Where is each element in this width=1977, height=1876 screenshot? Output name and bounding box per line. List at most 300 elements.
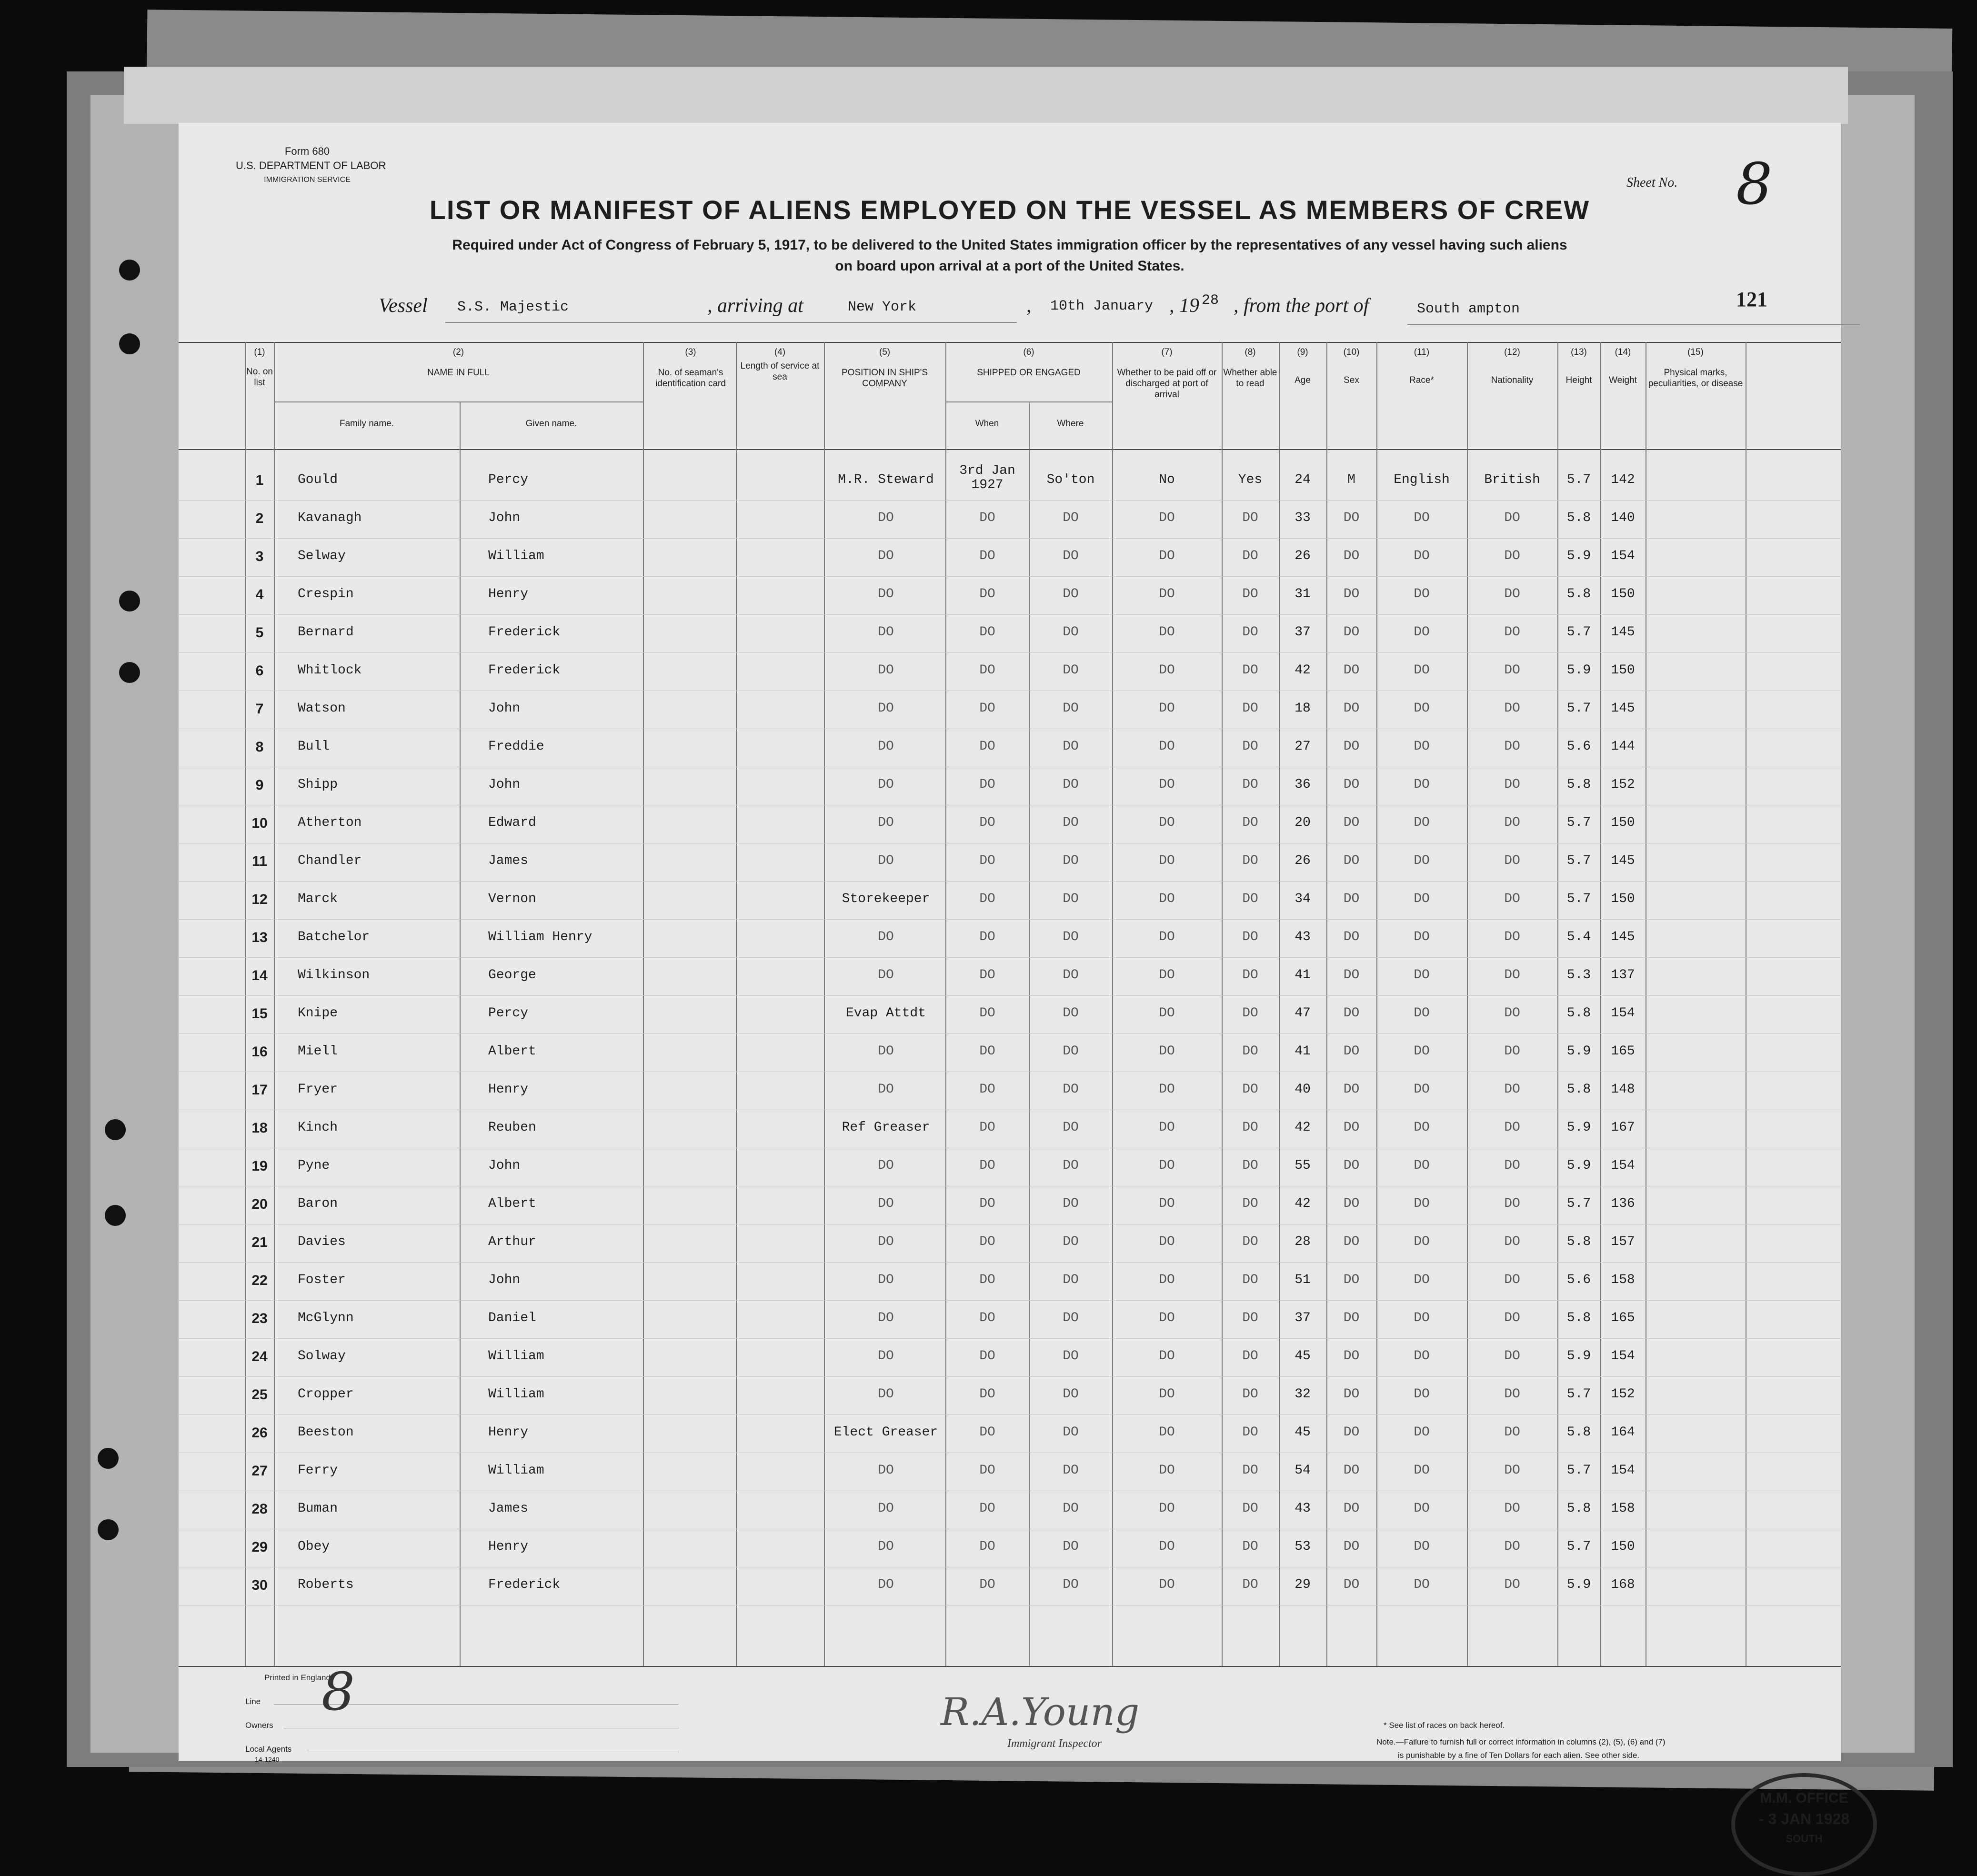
shipped-when: DO — [979, 1501, 995, 1516]
nationality: DO — [1504, 853, 1520, 868]
paid-off: DO — [1159, 892, 1175, 906]
able-to-read: DO — [1242, 1120, 1258, 1135]
able-to-read: DO — [1242, 625, 1258, 640]
nationality: DO — [1504, 930, 1520, 944]
race: DO — [1414, 1501, 1430, 1516]
weight: 150 — [1611, 1539, 1635, 1554]
weight: 154 — [1611, 549, 1635, 563]
col-header-read: Whether able to read — [1223, 368, 1277, 389]
able-to-read: DO — [1242, 815, 1258, 830]
given-name: Daniel — [488, 1311, 536, 1325]
race: DO — [1414, 1311, 1430, 1325]
age: 34 — [1295, 892, 1311, 906]
age: 42 — [1295, 663, 1311, 678]
position: DO — [878, 511, 894, 525]
able-to-read: DO — [1242, 1387, 1258, 1402]
able-to-read: DO — [1242, 1273, 1258, 1287]
paid-off: DO — [1159, 1120, 1175, 1135]
nationality: DO — [1504, 1463, 1520, 1478]
owners-label: Owners — [245, 1721, 273, 1730]
family-name: Solway — [298, 1349, 346, 1364]
nationality: DO — [1504, 1044, 1520, 1059]
shipped-when: DO — [979, 1006, 995, 1021]
race: DO — [1414, 777, 1430, 792]
background-page-top — [124, 67, 1848, 124]
height: 5.9 — [1566, 1044, 1591, 1059]
family-name: Whitlock — [298, 663, 362, 678]
nationality: DO — [1504, 1120, 1520, 1135]
race: DO — [1414, 1349, 1430, 1364]
shipped-when: DO — [979, 1158, 995, 1173]
sex: DO — [1343, 892, 1360, 906]
nationality: DO — [1504, 701, 1520, 716]
row-number: 20 — [251, 1196, 268, 1212]
col-num-7: (7) — [1161, 347, 1173, 357]
shipped-where: DO — [1063, 1539, 1079, 1554]
shipped-when: DO — [979, 587, 995, 602]
binder-hole — [119, 591, 140, 612]
col-header-race: Race* — [1409, 375, 1434, 385]
able-to-read: DO — [1242, 1425, 1258, 1440]
shipped-when: DO — [979, 1577, 995, 1592]
shipped-where: DO — [1063, 1577, 1079, 1592]
service: IMMIGRATION SERVICE — [264, 176, 351, 184]
shipped-when: DO — [979, 1196, 995, 1211]
given-name: William — [488, 1349, 544, 1364]
row-number: 21 — [251, 1234, 268, 1250]
shipped-where: DO — [1063, 663, 1079, 678]
row-number: 17 — [251, 1082, 268, 1098]
race: DO — [1414, 1577, 1430, 1592]
given-name: Percy — [488, 1006, 529, 1021]
binder-hole — [105, 1205, 126, 1226]
able-to-read: DO — [1242, 1577, 1258, 1592]
sex: DO — [1343, 1425, 1360, 1440]
sex: DO — [1343, 701, 1360, 716]
paid-off: DO — [1159, 1387, 1175, 1402]
form-header — [236, 144, 386, 187]
row-number: 3 — [255, 549, 264, 564]
family-name: Fryer — [298, 1082, 338, 1097]
paid-off: DO — [1159, 1539, 1175, 1554]
col-header-where: Where — [1057, 419, 1084, 429]
race: DO — [1414, 1387, 1430, 1402]
arriving-label: , arriving at — [707, 295, 803, 317]
col-num-8: (8) — [1244, 347, 1256, 357]
page-number: 121 — [1736, 288, 1767, 311]
row-number: 6 — [255, 663, 264, 679]
race: DO — [1414, 930, 1430, 944]
from-port-label: , from the port of — [1234, 295, 1369, 317]
family-name: Atherton — [298, 815, 362, 830]
able-to-read: DO — [1242, 739, 1258, 754]
row-number: 1 — [255, 472, 264, 488]
weight: 150 — [1611, 587, 1635, 602]
given-name: John — [488, 701, 521, 716]
position: DO — [878, 1577, 894, 1592]
family-name: Kavanagh — [298, 511, 362, 525]
height: 5.7 — [1566, 815, 1591, 830]
sex: DO — [1343, 1463, 1360, 1478]
nationality: British — [1484, 472, 1540, 487]
arrival-year: 28 — [1202, 292, 1219, 309]
subtitle-line-1: Required under Act of Congress of February 5, 1917, to be delivered to the United States immigration officer by the representatives of any vessel having such aliens — [452, 237, 1567, 253]
vessel-label: Vessel — [379, 295, 428, 317]
col-header-height: Height — [1566, 375, 1592, 385]
shipped-where: DO — [1063, 1234, 1079, 1249]
shipped-where: DO — [1063, 777, 1079, 792]
row-number: 5 — [255, 625, 264, 641]
nationality: DO — [1504, 968, 1520, 983]
height: 5.9 — [1566, 1349, 1591, 1364]
able-to-read: DO — [1242, 1311, 1258, 1325]
shipped-when: DO — [979, 1311, 995, 1325]
height: 5.6 — [1566, 1273, 1591, 1287]
shipped-where: DO — [1063, 1387, 1079, 1402]
shipped-when: DO — [979, 815, 995, 830]
weight: 158 — [1611, 1273, 1635, 1287]
nationality: DO — [1504, 663, 1520, 678]
sex: DO — [1343, 1044, 1360, 1059]
shipped-where: DO — [1063, 968, 1079, 983]
given-name: John — [488, 1273, 521, 1287]
local-agents-label: Local Agents — [245, 1745, 292, 1754]
sex: DO — [1343, 1196, 1360, 1211]
age: 47 — [1295, 1006, 1311, 1021]
position: DO — [878, 853, 894, 868]
nationality: DO — [1504, 587, 1520, 602]
position: DO — [878, 1349, 894, 1364]
row-number: 19 — [251, 1158, 268, 1174]
shipped-where: DO — [1063, 1311, 1079, 1325]
family-name: Shipp — [298, 777, 338, 792]
col-num-4: (4) — [774, 347, 786, 357]
shipped-when: DO — [979, 1425, 995, 1440]
race: DO — [1414, 1463, 1430, 1478]
row-number: 27 — [251, 1463, 268, 1479]
paid-off: DO — [1159, 1196, 1175, 1211]
binder-hole — [119, 260, 140, 281]
height: 5.8 — [1566, 587, 1591, 602]
height: 5.8 — [1566, 1501, 1591, 1516]
race: DO — [1414, 1120, 1430, 1135]
sex: DO — [1343, 1234, 1360, 1249]
row-number: 8 — [255, 739, 264, 755]
paid-off: DO — [1159, 1463, 1175, 1478]
age: 41 — [1295, 1044, 1311, 1059]
page-title: LIST OR MANIFEST OF ALIENS EMPLOYED ON THE VESSEL AS MEMBERS OF CREW — [429, 195, 1590, 225]
col-num-6: (6) — [1023, 347, 1034, 357]
position: DO — [878, 1273, 894, 1287]
weight: 154 — [1611, 1463, 1635, 1478]
paid-off: DO — [1159, 815, 1175, 830]
shipped-when: DO — [979, 739, 995, 754]
binder-hole — [98, 1519, 119, 1540]
given-name: George — [488, 968, 536, 983]
stamp-top: M.M. OFFICE — [1760, 1790, 1848, 1806]
note-penalty-1: Note.—Failure to furnish full or correct information in columns (2), (5), (6) and (7) — [1376, 1737, 1666, 1746]
row-number: 28 — [251, 1501, 268, 1517]
able-to-read: DO — [1242, 1082, 1258, 1097]
row-number: 12 — [251, 892, 268, 907]
weight: 154 — [1611, 1006, 1635, 1021]
shipped-when: DO — [979, 1082, 995, 1097]
race: DO — [1414, 815, 1430, 830]
given-name: William — [488, 1463, 544, 1478]
race: DO — [1414, 549, 1430, 563]
shipped-when: DO — [979, 701, 995, 716]
given-name: Frederick — [488, 663, 561, 678]
age: 26 — [1295, 549, 1311, 563]
able-to-read: DO — [1242, 853, 1258, 868]
manifest-sheet: Form 680 U.S. DEPARTMENT OF LABOR IMMIGRATION SERVICE Sheet No. 8 121 LIST OR MANIFEST OF ALIENS EMPLOYED ON THE VESSEL AS MEMBERS OF CREW Required under Act of Congress of February 5, 1917, to be delivered to the United States immigration officer by the representatives of any vessel having such aliens on board upon arrival at a port of the United States. Vessel S.S. Majestic , arriving at New York , 10th January , 19 28 , from the port of South ampton (1) No. on list (2) NAME IN FULL Family name. Given name. (3) No. of seaman's identification card (4) Length of service at sea (5) POSITION IN SHIP'S COMPANY (6) SHIPPED OR ENGAGED When Where (7) Whether to be paid off or discharged at port of arrival (8) Whether able to read (9) Age (10) Sex (11) Race* (12) Nationality (13) Height (14) Weight (15) Physical marks, peculiarities, or disease 1 Gould Percy M.R. Steward 3rd Jan 1927 So'ton No Yes 24 M English British 5.7 142 2 Kavanagh John DO DO DO DO DO 33 DO DO DO 5.8 140 3 Selway William DO DO DO DO DO 26 DO DO DO 5.9 154 4 Crespin Henry DO DO DO DO DO 31 DO DO DO 5.8 150 5 Bernard Frederick DO DO DO DO DO 37 DO DO DO 5.7 145 6 Whitlock Frederick DO DO DO DO DO 42 DO DO DO 5.9 150 7 Watson John DO DO DO DO DO 18 DO DO DO 5.7 145 8 Bull Freddie DO DO DO DO DO 27 DO DO DO 5.6 144 9 Shipp John DO DO DO DO DO 36 DO DO DO 5.8 152 10 Atherton Edward DO DO DO DO DO 20 DO DO DO 5.7 150 11 Chandler James DO DO DO DO DO 26 DO DO DO 5.7 145 12 Marck Vernon Storekeeper DO DO DO DO 34 DO DO DO 5.7 150 13 Batchelor William Henry DO DO DO DO DO 43 DO DO DO 5.4 145 14 Wilkinson George DO DO DO DO DO 41 DO DO DO 5.3 137 15 Knipe Percy Evap Attdt DO DO DO DO 47 DO DO DO 5.8 154 16 Miell Albert DO DO DO DO DO 41 DO DO DO 5.9 165 17 Fryer Henry DO DO DO DO DO 40 DO DO DO 5.8 148 18 Kinch Reuben Ref Greaser DO DO DO DO 42 DO DO DO 5.9 167 19 Pyne John DO DO DO DO DO 55 DO DO DO 5.9 154 20 Baron Albert DO DO DO DO DO 42 DO DO DO 5.7 136 21 Davies Arthur DO DO DO DO DO 28 DO DO DO 5.8 157 22 Foster John DO DO DO DO DO 51 DO DO DO 5.6 158 23 McGlynn Daniel DO DO DO DO DO 37 DO DO DO 5.8 165 24 Solway William DO DO DO DO DO 45 DO DO DO 5.9 154 25 Cropper William DO DO DO DO DO 32 DO DO DO 5.7 152 26 Beeston Henry Elect Greaser DO DO DO DO 45 DO DO DO 5.8 164 27 Ferry William DO DO DO DO DO 54 DO DO DO 5.7 154 28 Buman James DO DO DO DO DO 43 DO DO DO 5.8 158 29 Obey Henry DO DO DO DO DO 53 DO DO DO 5.7 150 30 Roberts Frederick DO DO DO DO DO 29 DO DO DO 5.9 168 Printed in England. Line Owners Local Agents 14-1240 8 R.A.Young Immigrant Inspector M.M. OFFICE - 3 JAN 1928 SOUTH * See list of races on back hereof. Note.—Failure to furnish full or correct information in columns (2), (5), (6) and (7) is punishable by a fine of Ten Dollars for each alien. See other side. — [179, 123, 1841, 1761]
col-header-age: Age — [1295, 375, 1311, 385]
height: 5.7 — [1566, 701, 1591, 716]
height: 5.7 — [1566, 853, 1591, 868]
family-name: Buman — [298, 1501, 338, 1516]
weight: 150 — [1611, 892, 1635, 906]
given-name: Frederick — [488, 1577, 561, 1592]
position: DO — [878, 930, 894, 944]
department: U.S. DEPARTMENT OF LABOR — [236, 160, 386, 171]
paid-off: DO — [1159, 1577, 1175, 1592]
shipped-where: DO — [1063, 1349, 1079, 1364]
position: DO — [878, 1539, 894, 1554]
col-num-14: (14) — [1615, 347, 1631, 357]
col-header-when: When — [975, 419, 999, 429]
paid-off: No — [1159, 472, 1175, 487]
col-num-9: (9) — [1297, 347, 1308, 357]
given-name: Arthur — [488, 1234, 536, 1249]
position: DO — [878, 739, 894, 754]
nationality: DO — [1504, 1234, 1520, 1249]
shipped-where: DO — [1063, 892, 1079, 906]
age: 54 — [1295, 1463, 1311, 1478]
subtitle-line-2: on board upon arrival at a port of the United States. — [835, 258, 1184, 274]
race: DO — [1414, 1158, 1430, 1173]
nationality: DO — [1504, 777, 1520, 792]
height: 5.3 — [1566, 968, 1591, 983]
sex: DO — [1343, 815, 1360, 830]
given-name: Henry — [488, 1539, 529, 1554]
row-number: 11 — [252, 853, 267, 869]
stamp-bottom: SOUTH — [1786, 1833, 1823, 1845]
row-number: 30 — [251, 1577, 268, 1593]
col-header-shipped: SHIPPED OR ENGAGED — [977, 368, 1081, 378]
age: 40 — [1295, 1082, 1311, 1097]
position: Elect Greaser — [833, 1425, 938, 1440]
col-header-physical: Physical marks, peculiarities, or disease — [1648, 368, 1743, 389]
given-name: Reuben — [488, 1120, 536, 1135]
note-races: * See list of races on back hereof. — [1384, 1721, 1505, 1730]
height: 5.8 — [1566, 1006, 1591, 1021]
position: DO — [878, 1463, 894, 1478]
able-to-read: DO — [1242, 1463, 1258, 1478]
nationality: DO — [1504, 511, 1520, 525]
age: 31 — [1295, 587, 1311, 602]
shipped-when: DO — [979, 511, 995, 525]
weight: 137 — [1611, 968, 1635, 983]
row-number: 7 — [255, 701, 264, 717]
col-num-1: (1) — [254, 347, 265, 357]
weight: 152 — [1611, 1387, 1635, 1402]
sex: DO — [1343, 1577, 1360, 1592]
sex: DO — [1343, 1158, 1360, 1173]
position: DO — [878, 625, 894, 640]
nationality: DO — [1504, 1196, 1520, 1211]
sex: DO — [1343, 930, 1360, 944]
paid-off: DO — [1159, 968, 1175, 983]
row-number: 26 — [251, 1425, 268, 1441]
shipped-when: DO — [979, 625, 995, 640]
position: DO — [878, 815, 894, 830]
height: 5.9 — [1566, 663, 1591, 678]
row-number: 15 — [251, 1006, 268, 1022]
race: DO — [1414, 1234, 1430, 1249]
shipped-when: DO — [979, 663, 995, 678]
given-name: William — [488, 1387, 544, 1402]
col-num-13: (13) — [1571, 347, 1587, 357]
shipped-where: DO — [1063, 815, 1079, 830]
paid-off: DO — [1159, 777, 1175, 792]
weight: 136 — [1611, 1196, 1635, 1211]
height: 5.8 — [1566, 1311, 1591, 1325]
race: DO — [1414, 587, 1430, 602]
col-header-no: No. on list — [246, 367, 273, 388]
from-port: South ampton — [1417, 301, 1520, 317]
able-to-read: DO — [1242, 511, 1258, 525]
paid-off: DO — [1159, 587, 1175, 602]
family-name: Chandler — [298, 853, 362, 868]
nationality: DO — [1504, 815, 1520, 830]
line-label: Line — [245, 1697, 261, 1706]
paid-off: DO — [1159, 511, 1175, 525]
given-name: John — [488, 777, 521, 792]
shipped-where: DO — [1063, 1501, 1079, 1516]
shipped-where: DO — [1063, 739, 1079, 754]
height: 5.7 — [1566, 1539, 1591, 1554]
shipped-where: DO — [1063, 1044, 1079, 1059]
col-header-nationality: Nationality — [1491, 375, 1534, 385]
height: 5.8 — [1566, 1425, 1591, 1440]
age: 37 — [1295, 1311, 1311, 1325]
sheet-no: 8 — [1736, 151, 1773, 218]
row-number: 4 — [255, 587, 264, 602]
family-name: Baron — [298, 1196, 338, 1211]
col-num-2: (2) — [452, 347, 464, 357]
sex: DO — [1343, 1273, 1360, 1287]
position: Evap Attdt — [845, 1006, 926, 1021]
row-number: 14 — [251, 968, 268, 983]
age: 27 — [1295, 739, 1311, 754]
nationality: DO — [1504, 1425, 1520, 1440]
weight: 148 — [1611, 1082, 1635, 1097]
paid-off: DO — [1159, 663, 1175, 678]
age: 26 — [1295, 853, 1311, 868]
height: 5.8 — [1566, 1234, 1591, 1249]
weight: 144 — [1611, 739, 1635, 754]
row-number: 18 — [251, 1120, 268, 1136]
race: DO — [1414, 1273, 1430, 1287]
age: 18 — [1295, 701, 1311, 716]
able-to-read: DO — [1242, 701, 1258, 716]
given-name: James — [488, 1501, 529, 1516]
weight: 145 — [1611, 853, 1635, 868]
weight: 140 — [1611, 511, 1635, 525]
weight: 157 — [1611, 1234, 1635, 1249]
arrival-port: New York — [848, 299, 917, 315]
family-name: Batchelor — [298, 930, 370, 944]
given-name: Albert — [488, 1044, 536, 1059]
height: 5.4 — [1566, 930, 1591, 944]
age: 55 — [1295, 1158, 1311, 1173]
family-name: Gould — [298, 472, 338, 487]
sex: DO — [1343, 739, 1360, 754]
race: DO — [1414, 1006, 1430, 1021]
shipped-when: 3rd Jan 1927 — [959, 463, 1015, 492]
given-name: Albert — [488, 1196, 536, 1211]
row-number: 9 — [255, 777, 264, 793]
inspector-label: Immigrant Inspector — [1007, 1737, 1102, 1750]
shipped-when: DO — [979, 1539, 995, 1554]
weight: 150 — [1611, 663, 1635, 678]
sex: DO — [1343, 663, 1360, 678]
position: DO — [878, 701, 894, 716]
shipped-where: DO — [1063, 1006, 1079, 1021]
shipped-when: DO — [979, 1463, 995, 1478]
given-name: John — [488, 511, 521, 525]
family-name: Bull — [298, 739, 330, 754]
position: DO — [878, 1044, 894, 1059]
weight: 165 — [1611, 1311, 1635, 1325]
race: DO — [1414, 1539, 1430, 1554]
able-to-read: DO — [1242, 930, 1258, 944]
nationality: DO — [1504, 1311, 1520, 1325]
able-to-read: DO — [1242, 1349, 1258, 1364]
col-num-5: (5) — [879, 347, 891, 357]
able-to-read: DO — [1242, 1501, 1258, 1516]
height: 5.8 — [1566, 511, 1591, 525]
shipped-where: DO — [1063, 1158, 1079, 1173]
col-num-12: (12) — [1504, 347, 1520, 357]
able-to-read: DO — [1242, 1196, 1258, 1211]
printed-note: Printed in England. — [264, 1673, 333, 1682]
height: 5.7 — [1566, 1196, 1591, 1211]
shipped-where: DO — [1063, 1425, 1079, 1440]
able-to-read: Yes — [1238, 472, 1263, 487]
paid-off: DO — [1159, 701, 1175, 716]
paid-off: DO — [1159, 1006, 1175, 1021]
race: DO — [1414, 968, 1430, 983]
paid-off: DO — [1159, 739, 1175, 754]
shipped-where: DO — [1063, 511, 1079, 525]
position: DO — [878, 968, 894, 983]
row-number: 10 — [251, 815, 268, 831]
given-name: Henry — [488, 587, 529, 602]
family-name: Watson — [298, 701, 346, 716]
age: 45 — [1295, 1349, 1311, 1364]
office-stamp — [1731, 1773, 1877, 1876]
family-name: Miell — [298, 1044, 338, 1059]
shipped-when: DO — [979, 1273, 995, 1287]
age: 24 — [1295, 472, 1311, 487]
height: 5.7 — [1566, 472, 1591, 487]
nationality: DO — [1504, 1501, 1520, 1516]
age: 32 — [1295, 1387, 1311, 1402]
weight: 167 — [1611, 1120, 1635, 1135]
note-penalty-2: is punishable by a fine of Ten Dollars for each alien. See other side. — [1398, 1751, 1640, 1760]
paid-off: DO — [1159, 1234, 1175, 1249]
